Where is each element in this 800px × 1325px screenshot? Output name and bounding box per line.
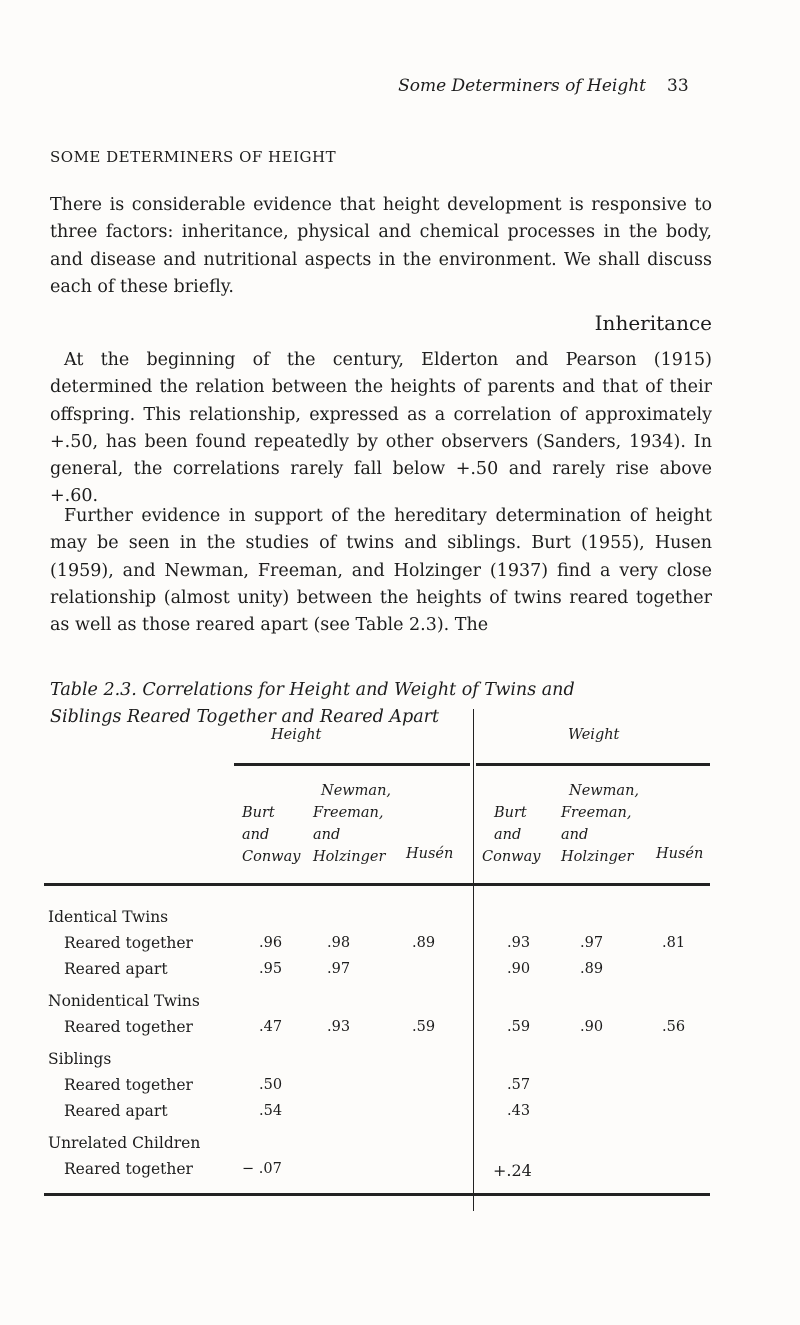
table-cell: .96 xyxy=(259,935,283,951)
paragraph-1: At the beginning of the century, Elderton and Pearson (1915) determined the relation between the heights of parents and that of their offspring. This relationship, expressed as a correlation of approximately +.50, has been found repeatedly by other observers (Sanders, 1934). In general, the correlations rarely fall below +.50 and rarely rise above +.60. xyxy=(50,350,712,507)
table-caption xyxy=(50,677,712,732)
group-identical: Identical Twins xyxy=(48,908,169,926)
weight-rule xyxy=(476,763,710,766)
table-cell: − .07 xyxy=(242,1161,282,1177)
page-number: 33 xyxy=(667,76,689,96)
table-cell: .47 xyxy=(259,1019,283,1035)
row-label-5: Reared apart xyxy=(64,1102,168,1120)
table-cell: .95 xyxy=(259,961,283,977)
table-cell: .59 xyxy=(507,1019,531,1035)
row-label-2: Reared apart xyxy=(64,960,168,978)
group-siblings: Siblings xyxy=(48,1050,112,1068)
table-cell: .97 xyxy=(580,935,604,951)
group-unrelated: Unrelated Children xyxy=(48,1134,201,1152)
subheading-inheritance: Inheritance xyxy=(594,311,712,335)
height-col-burt: Burt and Conway xyxy=(242,805,301,865)
table-cell: .98 xyxy=(327,935,351,951)
row-label-1: Reared together xyxy=(64,934,193,952)
weight-col-burt: Burt and Conway xyxy=(482,805,541,865)
table-cell: .57 xyxy=(507,1077,531,1093)
paragraph-2: Further evidence in support of the hereditary determination of height may be seen in the studies of twins and siblings. Burt (1955), Husen (1959), and Newman, Freeman, and Holzinger (1937) find a very close relationship (almost unity) between the heights of twins reared together as well as those reared apart (see Table 2.3). The xyxy=(50,506,712,636)
bottom-rule xyxy=(44,1193,710,1196)
table-cell: .89 xyxy=(580,961,604,977)
group-header-weight: Weight xyxy=(568,727,620,743)
running-title: Some Determiners of Height xyxy=(398,76,646,96)
header-rule xyxy=(44,883,710,886)
table-cell: .50 xyxy=(259,1077,283,1093)
table-cell: .54 xyxy=(259,1103,283,1119)
weight-col-newman: Newman, Freeman, and Holzinger xyxy=(561,783,640,865)
column-divider xyxy=(473,709,474,1211)
caption-line-1: Table 2.3. Correlations for Height and Weight of Twins and xyxy=(50,680,575,700)
row-label-6: Reared together xyxy=(64,1160,193,1178)
weight-col-husen: Husén xyxy=(656,846,704,862)
table-cell: .93 xyxy=(507,935,531,951)
table-cell: .56 xyxy=(662,1019,686,1035)
height-col-husen: Husén xyxy=(406,846,454,862)
table-cell: .97 xyxy=(327,961,351,977)
intro-paragraph: There is considerable evidence that height development is responsive to three factors: inheritance, physical and chemical processes in the body, and disease and nutritional aspects in the environment. We shall discuss each of these briefly. xyxy=(50,195,712,297)
table-cell: +.24 xyxy=(493,1161,532,1180)
section-heading: SOME DETERMINERS OF HEIGHT xyxy=(50,148,337,166)
table-cell: .90 xyxy=(580,1019,604,1035)
table-cell: .89 xyxy=(412,935,436,951)
table-cell: .93 xyxy=(327,1019,351,1035)
row-label-4: Reared together xyxy=(64,1076,193,1094)
row-label-3: Reared together xyxy=(64,1018,193,1036)
table-cell: .59 xyxy=(412,1019,436,1035)
height-rule xyxy=(234,763,470,766)
caption-line-2: Siblings Reared Together and Reared Apart xyxy=(50,707,440,728)
table-cell: .90 xyxy=(507,961,531,977)
running-head xyxy=(0,76,800,102)
group-header-height: Height xyxy=(271,727,322,743)
height-col-newman: Newman, Freeman, and Holzinger xyxy=(313,783,392,865)
table-cell: .43 xyxy=(507,1103,531,1119)
group-nonidentical: Nonidentical Twins xyxy=(48,992,200,1010)
table-cell: .81 xyxy=(662,935,686,951)
